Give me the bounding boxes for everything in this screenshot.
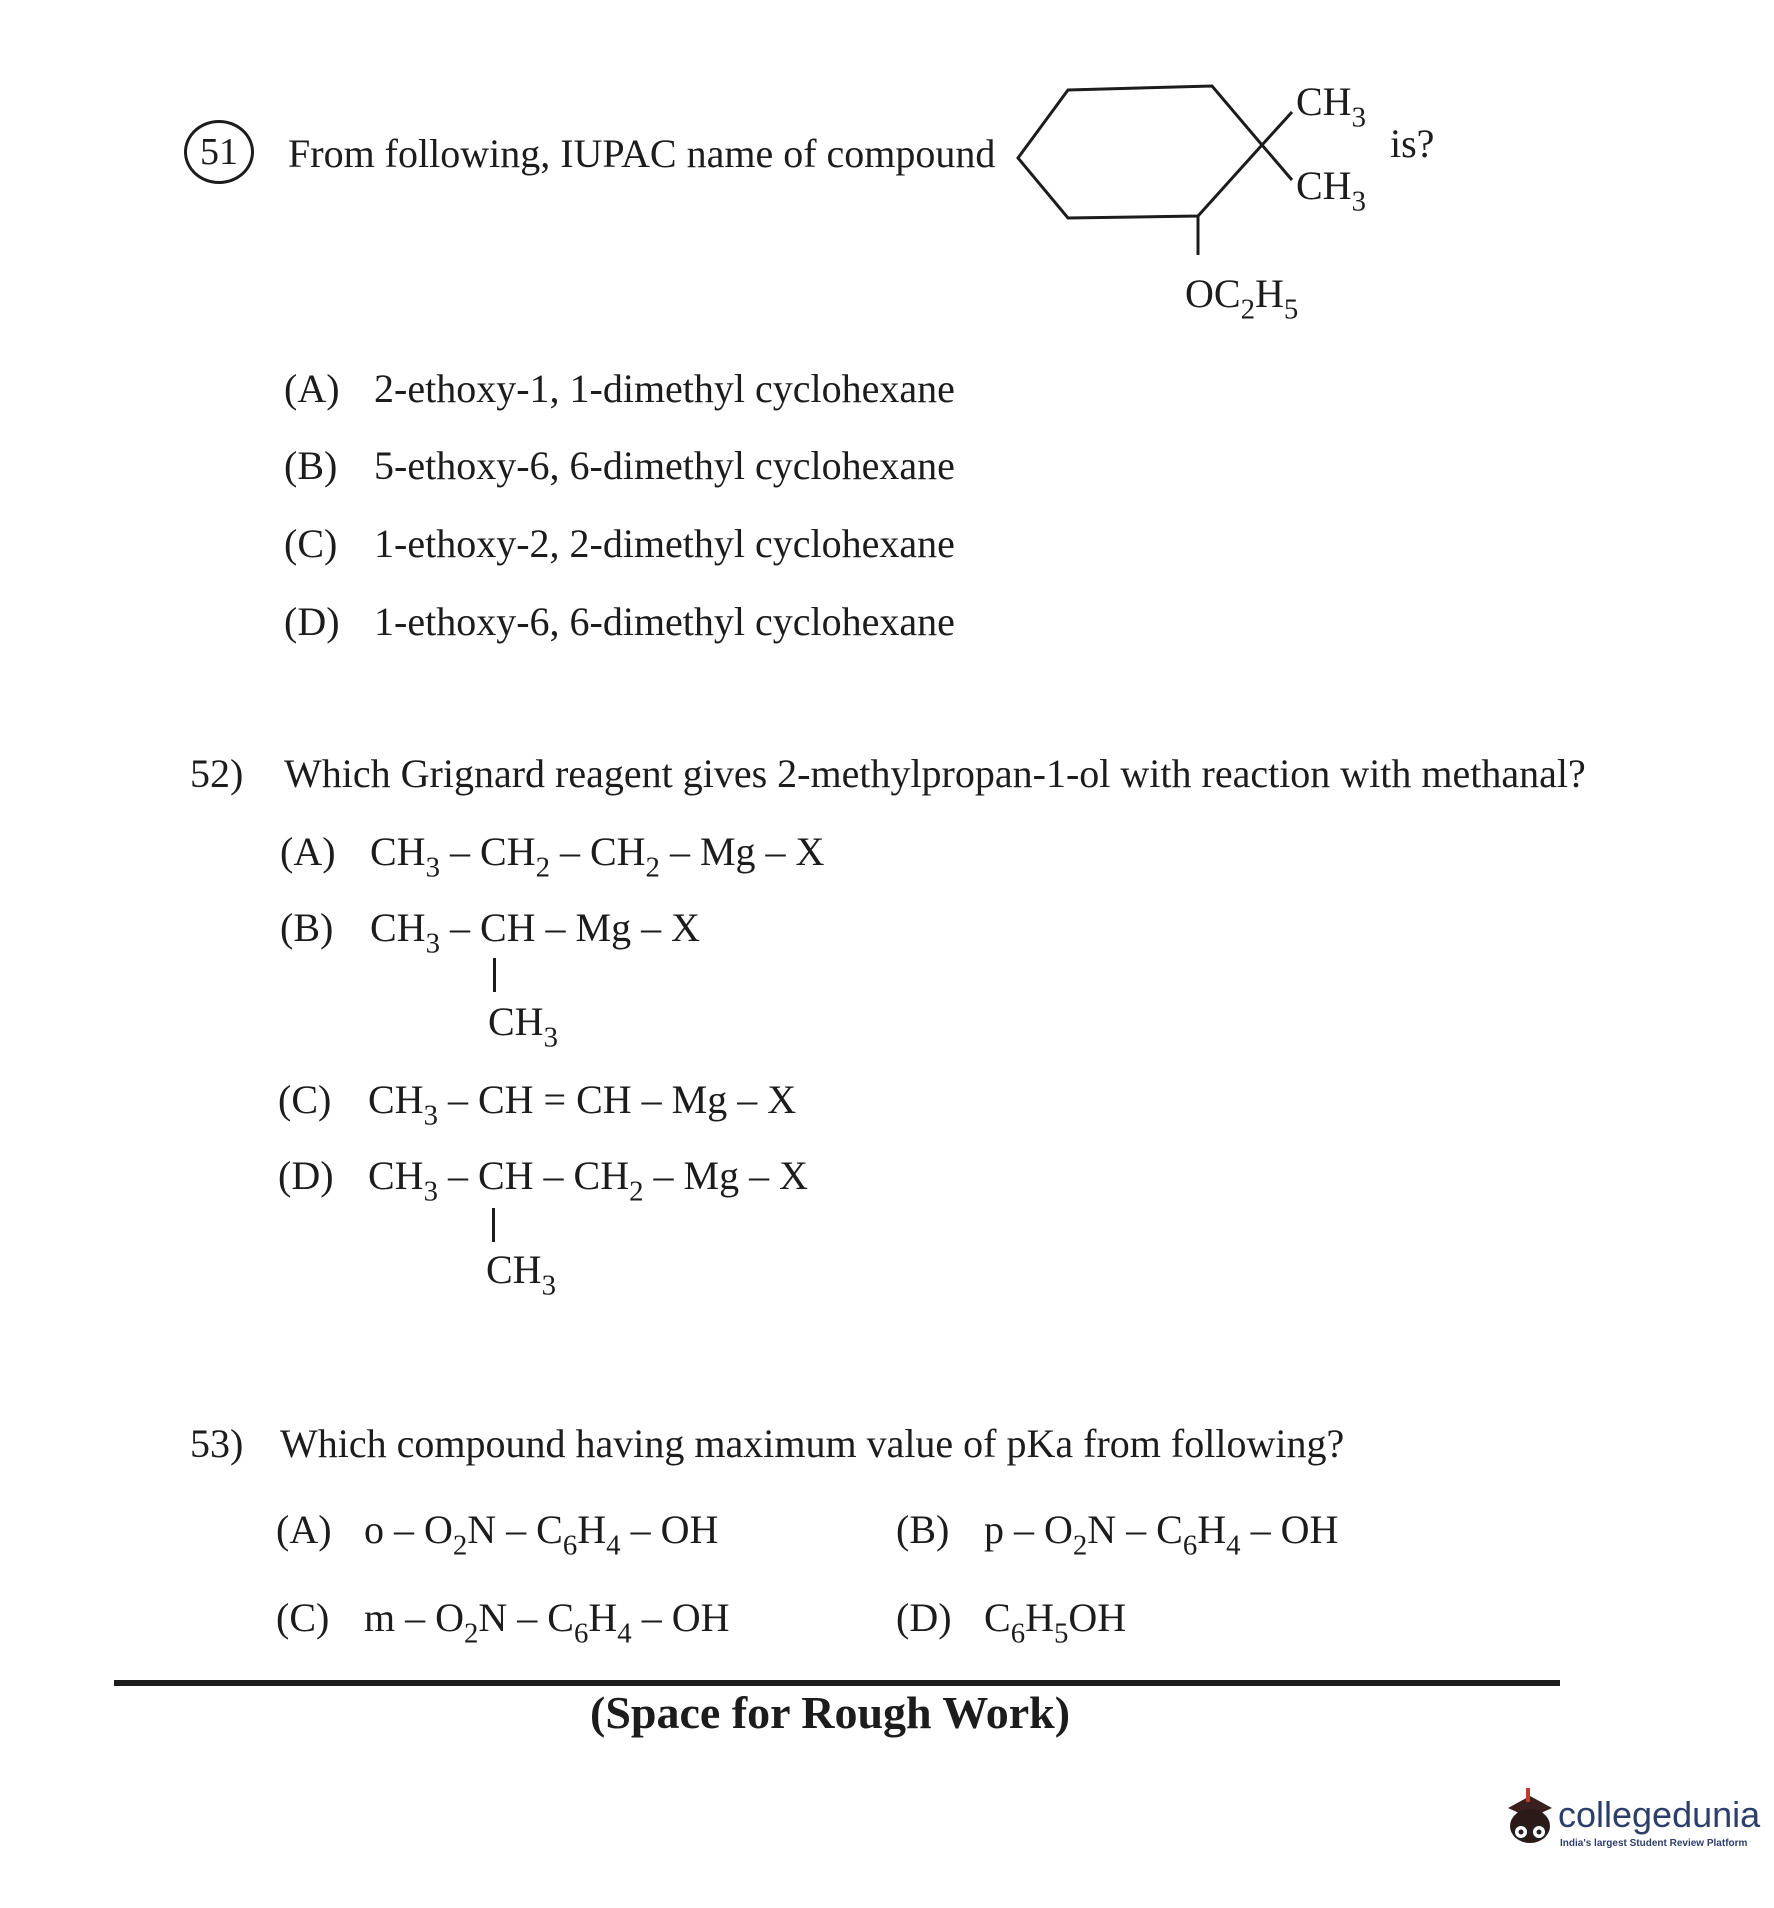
- q53-option-b-formula: p – $O_2N - C_6H_4$ – OH: [984, 1507, 1339, 1562]
- logo-tagline: India's largest Student Review Platform: [1560, 1838, 1748, 1849]
- q53-option-a-formula: o – $O_2N - C_6H_4$ – OH: [364, 1507, 719, 1562]
- q53-option-d-formula: $C_6H_5OH$: [984, 1595, 1127, 1650]
- q53-number: 53): [190, 1421, 244, 1466]
- q51-option-c-label: (C): [284, 521, 338, 566]
- q51-option-b-text: 5-ethoxy-6, 6-dimethyl cyclohexane: [374, 443, 955, 488]
- q51-option-c-text: 1-ethoxy-2, 2-dimethyl cyclohexane: [374, 521, 955, 566]
- q51-option-b-label: (B): [284, 443, 338, 488]
- q53-option-c-formula: m – $O_2N - C_6H_4$ – OH: [364, 1595, 730, 1650]
- q52-option-b-bond: [493, 958, 496, 992]
- rough-work-label: (Space for Rough Work): [590, 1687, 1071, 1738]
- q52-option-d-bond: [492, 1208, 495, 1242]
- q52-option-d-branch: $CH_3$: [486, 1247, 556, 1302]
- q51-number: 51: [184, 120, 254, 184]
- q51-substituent-ch3-top: $CH_3$: [1296, 79, 1366, 134]
- q52-option-b-branch: $CH_3$: [488, 999, 558, 1054]
- collegedunia-logo: [1500, 1786, 1761, 1860]
- q51-substituent-oc2h5: $OC_2H_5$: [1185, 271, 1299, 326]
- q52-number: 52): [190, 751, 244, 796]
- q53-text: Which compound having maximum value of pKa from following?: [280, 1421, 1345, 1466]
- q51-option-d-label: (D): [284, 599, 340, 644]
- q52-option-b-label: (B): [280, 905, 334, 950]
- q52-option-c-formula: $CH_3$ – CH = CH – Mg – X: [368, 1077, 797, 1132]
- q51-suffix: is?: [1390, 121, 1435, 166]
- q51-text: From following, IUPAC name of compound: [288, 131, 996, 176]
- q52-option-d-label: (D): [278, 1153, 334, 1198]
- q52-option-a-label: (A): [280, 829, 336, 874]
- q52-text: Which Grignard reagent gives 2-methylpropan-1-ol with reaction with methanal?: [284, 751, 1586, 796]
- q53-option-b-label: (B): [896, 1507, 950, 1552]
- logo-name: collegedunia: [1558, 1794, 1761, 1835]
- q51-substituent-ch3-bottom: $CH_3$: [1296, 163, 1366, 218]
- q53-option-a-label: (A): [276, 1507, 332, 1552]
- q51-option-d-text: 1-ethoxy-6, 6-dimethyl cyclohexane: [374, 599, 955, 644]
- q52-option-d-formula: $CH_3$ – CH – $CH_2$ – Mg – X: [368, 1153, 808, 1208]
- q51-option-a-label: (A): [284, 366, 340, 411]
- q52-option-a-formula: $CH_3 - CH_2 - CH_2$ – Mg – X: [370, 829, 825, 884]
- q53-option-d-label: (D): [896, 1595, 952, 1640]
- q52-option-c-label: (C): [278, 1077, 332, 1122]
- q52-option-b-formula: $CH_3$ – CH – Mg – X: [370, 905, 701, 960]
- q51-option-a-text: 2-ethoxy-1, 1-dimethyl cyclohexane: [374, 366, 955, 411]
- q53-option-c-label: (C): [276, 1595, 330, 1640]
- mascot-icon: [1500, 1786, 1560, 1856]
